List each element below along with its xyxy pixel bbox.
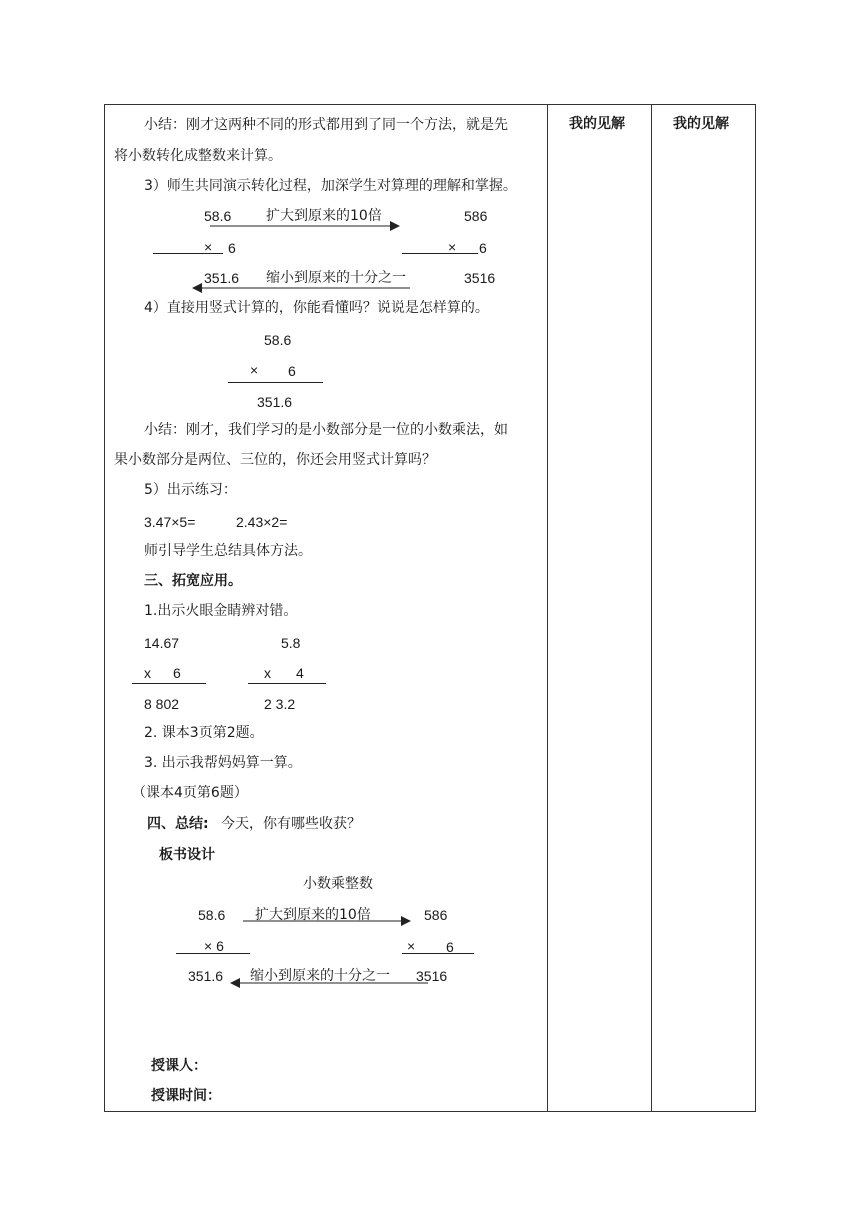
diagram1-b: 586 [464, 208, 488, 224]
diagram1-bottom-label: 缩小到原来的十分之一 [266, 270, 406, 286]
step5-text: 5）出示练习： [144, 482, 237, 498]
board-b: 586 [424, 907, 448, 923]
summary2-line1: 小结：刚才，我们学习的是小数部分是一位的小数乘法，如 [144, 422, 508, 438]
board-heading: 小数乘整数 [303, 876, 373, 892]
board-bottom-label: 缩小到原来的十分之一 [250, 968, 390, 984]
summary1-line1: 小结：刚才这两种不同的形式都用到了同一个方法，就是先 [144, 117, 508, 133]
vertical-result: 351.6 [257, 394, 293, 410]
vertical-top: 58.6 [264, 332, 292, 348]
teacher-label: 授课人： [151, 1058, 207, 1074]
vertical-times: × [250, 362, 259, 378]
board-a: 58.6 [198, 907, 226, 923]
diagram1-top-label: 扩大到原来的10倍 [266, 208, 382, 224]
table-right-border [755, 104, 756, 1112]
column-divider-2 [651, 104, 652, 1112]
section3-heading: 三、拓宽应用。 [144, 573, 242, 589]
board-six-right: 6 [446, 939, 454, 955]
column-divider-1 [547, 104, 548, 1112]
check1-six: 6 [173, 665, 181, 681]
diagram1-c: 351.6 [204, 270, 240, 286]
diagram1-times-right: × [448, 239, 457, 255]
vertical-rule [228, 382, 323, 383]
check1-rule [132, 683, 206, 684]
diagram1-right-rule [402, 253, 478, 254]
item3-text: 3. 出示我帮妈妈算一算。 [144, 755, 302, 771]
board-times-left: × 6 [204, 938, 224, 954]
board-top-label: 扩大到原来的10倍 [255, 907, 371, 923]
exercise-b: 2.43×2= [236, 514, 288, 530]
section4-heading: 四、总结: [147, 816, 209, 832]
step3-text: 3）师生共同演示转化过程，加深学生对算理的理解和掌握。 [144, 178, 517, 194]
check1-top: 14.67 [144, 635, 180, 651]
check2-rule [248, 683, 326, 684]
board-c: 351.6 [188, 968, 224, 984]
time-label: 授课时间： [151, 1088, 221, 1104]
section4-text: 今天，你有哪些收获？ [221, 816, 361, 832]
item1-text: 1.出示火眼金睛辨对错。 [144, 603, 298, 619]
board-design-title: 板书设计 [159, 847, 215, 863]
exercise-a: 3.47×5= [144, 514, 196, 530]
col3-header: 我的见解 [673, 116, 729, 132]
check2-four: 4 [296, 665, 304, 681]
check2-x: x [264, 665, 271, 681]
diagram1-left-rule [153, 253, 223, 254]
diagram1-six-left: 6 [228, 240, 236, 256]
step4-text: 4）直接用竖式计算的，你能看懂吗？说说是怎样算的。 [144, 300, 489, 316]
check1-x: x [144, 665, 151, 681]
board-d: 3516 [416, 968, 448, 984]
col2-header: 我的见解 [569, 116, 625, 132]
check1-result: 8 802 [144, 696, 180, 712]
item3-reference: （课本4页第6题） [132, 785, 248, 801]
check2-result: 2 3.2 [264, 696, 296, 712]
item2-text: 2. 课本3页第2题。 [144, 725, 264, 741]
vertical-six: 6 [288, 363, 296, 379]
table-top-border [104, 104, 756, 105]
diagram1-a: 58.6 [204, 208, 232, 224]
board-times-right: × [407, 938, 416, 954]
summary1-line2: 将小数转化成整数来计算。 [114, 148, 282, 164]
table-bottom-border [104, 1111, 756, 1112]
board-bottom-arrow [0, 0, 1, 1]
check2-top: 5.8 [281, 635, 301, 651]
summary2-line2: 果小数部分是两位、三位的，你还会用竖式计算吗？ [114, 452, 436, 468]
table-left-border [104, 104, 105, 1112]
diagram1-d: 3516 [464, 270, 496, 286]
diagram1-six-right: 6 [479, 240, 487, 256]
diagram1-times-left: × [204, 239, 213, 255]
teacher-guide: 师引导学生总结具体方法。 [144, 543, 312, 559]
